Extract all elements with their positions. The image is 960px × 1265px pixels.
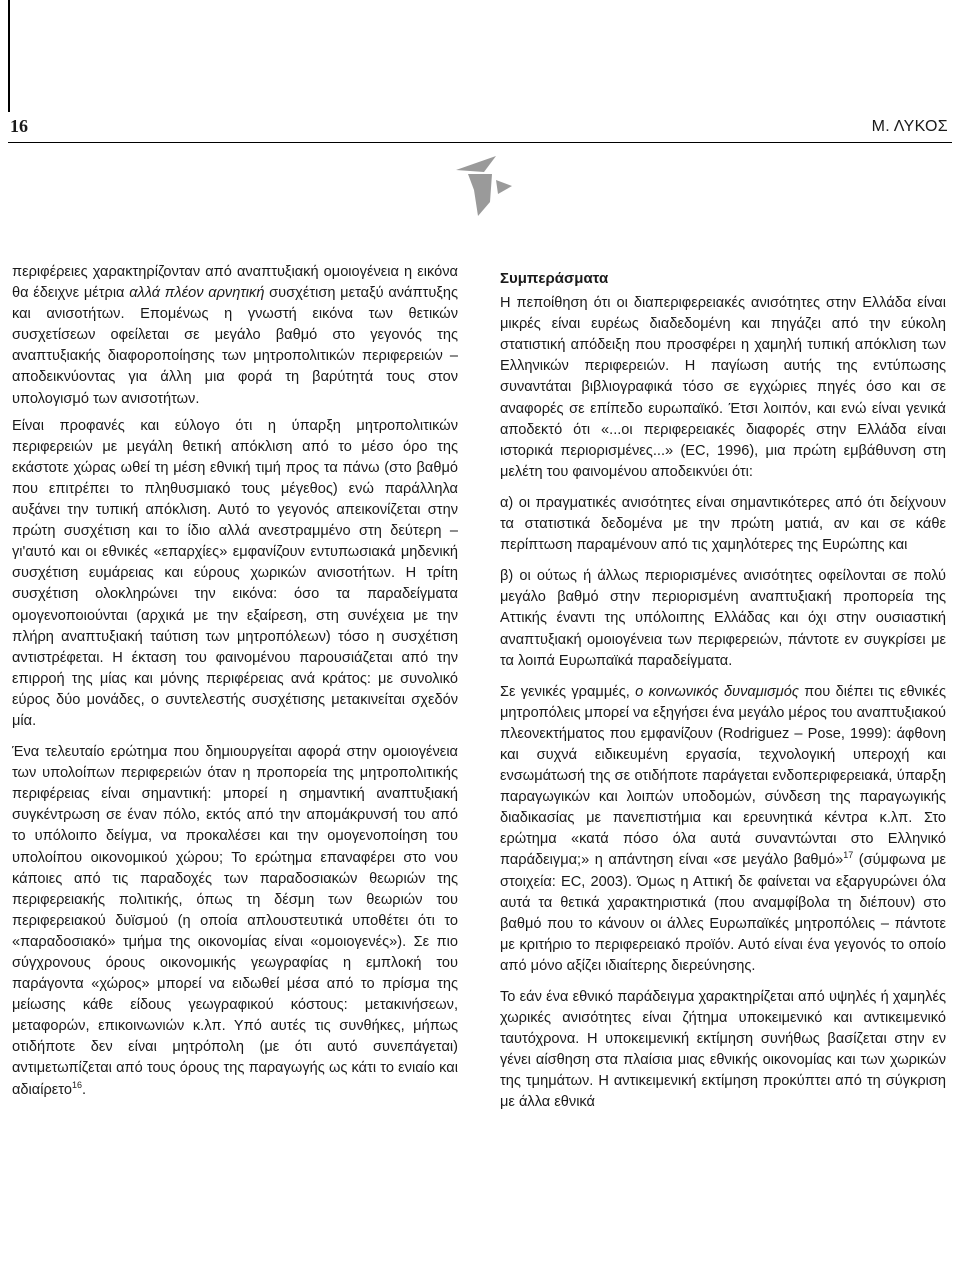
paragraph: Το εάν ένα εθνικό παράδειγμα χαρακτηρίζεται από υψηλές ή χαμηλές χωρικές ανισότητες είναι ζήτημα υποκειμενικό και αντικειμενικό ταυτόχρονα. Η υποκειμενική εκτίμηση συνήθως βασίζεται στην εν γένει αίσθηση στα πλαίσια μιας εθνικής οικονομίας και των χωρικών της τμημάτων. Η αντικειμενική εκτίμηση προκύπτει από τη σύγκριση με άλλα εθνικά xyxy=(500,989,946,1111)
paragraph: Είναι προφανές και εύλογο ότι η ύπαρξη μητροπολιτικών περιφερειών με μεγάλη θετική απόκλιση από το μέσο όρο της εκάστοτε χώρας ωθεί τη μέση εθνική τιμή προς τα πάνω (στο βαθμό που επιτρέπει το πληθυσμιακό τους μέγεθος) ενώ παράλληλα αυξάνει την τυπική απόκλιση. Αυτό το γεγονός απεικονίζεται στην πρώτη συσχέτιση και το ίδιο αλλά ανεστραμμένο στη δεύτερη – γι'αυτό και οι εθνικές «επαρχίες» εμφανίζουν εντυπωσιακά μηδενική συσχέτιση ευμάρειας και εύρους χωρικών ανισοτήτων. Η τρίτη συσχέτιση ολοκληρώνει την εικόνα: όσο τα παραδείγματα ομογενοποιούνται (αρχικά με την εξαίρεση, στη συνέχεια με την πλήρη αναπτυξιακή ταύτιση των μητροπόλεων) τόσο η συσχέτιση αντιστρέφεται. Η έκταση του φαινομένου παρουσιάζεται από την επιρροή της μίας και μόνης περιφέρειας ανά κράτος: με συνολικό εύρος δύο μονάδες, ο συντελεστής συσχέτισης μετακινείται σχεδόν μία. xyxy=(12,417,458,729)
paragraph xyxy=(500,682,946,977)
margin-rule xyxy=(8,0,10,112)
left-column xyxy=(12,262,458,1111)
footnote-ref-16[interactable]: 16 xyxy=(71,1079,82,1090)
journal-emblem-icon xyxy=(448,150,518,220)
running-head-author: Μ. ΛΥΚΟΣ xyxy=(871,118,948,135)
paragraph: α) οι πραγματικές ανισότητες είναι σημαντικότερες από ότι δείχνουν τα στατιστικά δεδομένα με την πρώτη ματιά, αν και σε κάθε περίπτωση παραμένουν από τις χαμηλότερες της Ευρώπης και xyxy=(500,494,946,554)
section-heading-conclusions: Συμπεράσματα xyxy=(500,270,609,287)
paragraph xyxy=(12,262,458,410)
emphasis: ο κοινωνικός δυναμισμός xyxy=(635,683,799,700)
text-run: συσχέτιση μεταξύ ανάπτυξης και ανισοτήτων. Επομένως η γνωστή εικόνα των θετικών συσχετίσεων οφείλεται σε μεγάλο βαθμό στο γεγονός της αναπτυξιακής διαφοροποίησης των μητροπολιτικών περιφερειών – αποδεικνύοντας για άλλη μια φορά τη βαρύτητά τους στον υπολογισμό των ανισοτήτων. xyxy=(12,285,458,407)
paragraph: Η πεποίθηση ότι οι διαπεριφερειακές ανισότητες στην Ελλάδα είναι μικρές είναι ευρέως διαδεδομένη και πηγάζει από την εύκολη στατιστική απόδειξη που προσφέρει η χαμηλή τυπική απόκλιση των Ελληνικών περιφερειών. Η παγίωση αυτής της εντύπωσης συναντάται βιβλιογραφικά τόσο σε εγχώριες πηγές όσο και σε αναφορές σε επίπεδο ευρωπαϊκό. Έτσι λοιπόν, και ενώ είναι γενικά αποδεκτό ότι «...οι περιφερειακές διαφορές στην Ελλάδα είναι ιστορικά περιορισμένες...» (EC, 1996), μια πρώτη εμβάθυνση στη μελέτη του φαινομένου αποδεικνύει ότι: xyxy=(500,295,946,480)
right-column xyxy=(500,262,946,1124)
emphasis: αλλά πλέον αρνητική xyxy=(129,285,265,302)
text-run: . xyxy=(81,1081,87,1098)
header-rule xyxy=(8,142,952,143)
text-run: που διέπει τις εθνικές μητροπόλεις μπορεί να εξηγήσει ένα μεγάλο μέρος του αναπτυξιακού πλεονεκτήματος που εμφανίζουν (Rodriguez – Pose, 1999): άφθονη και συχνά ειδικευμένη εργασία, τεχνολογική υπεροχή και ενσωμάτωσή της σε οτιδήποτε παράγεται ενδοπεριφερειακά, ύπαρξη παραγωγικών και λοιπών υποδομών, σύνδεση της παραγωγικής διαδικασίας με πανεπιστήμια και ερευνητικά κέντρα κ.λπ. Στο ερώτημα «κατά πόσο όλα αυτά συναντώνται στο Ελληνικό παράδειγμα;» η απάντηση είναι «σε μεγάλο βαθμό» xyxy=(500,683,946,869)
text-run: Ένα τελευταίο ερώτημα που δημιουργείται αφορά στην ομοιογένεια των υπολοίπων περιφερειών όταν η προπορεία της μητροπολιτικής περιφέρειας είναι σημαντική: μπορεί η σημαντική αναπτυξιακή συγκέντρωση σε έναν πόλο, εκτός από την απομάκρυνσή του από το υπόλοιπο δείγμα, να προκαλέσει και την ομογενοποίηση του υπολοίπου οικονομικού χώρου; Το ερώτημα επαναφέρει στο νου κάποιες από τις παραδοχές των παραδοσιακών θεωριών της περιφερειακής πολιτικής, όπως τη δέσμη των θεωριών του περιφερειακού δυϊσμού (η οποία απλουστευτικά υποθέτει ότι το «παραδοσιακό» τμήμα της οικονομίας είναι «ομοιογενές»). Σε πιο σύγχρονους όρους οικονομικής γεωγραφίας η εμπλοκή του παράγοντα «χώρος» μπορεί να ειδωθεί μέσα από το πρίσμα της μείωσης κάθε είδους γεωγραφικού κόστους: μετακινήσεων, μεταφορών, επικοινωνιών κ.λπ. Υπό αυτές τις συνθήκες, μήπως οτιδήποτε δεν είναι μητρόπολη (με ότι αυτό συνεπάγεται) αντιμετωπίζεται από τους όρους της παραγωγής ως κάτι το ενιαίο και αδιαίρετο xyxy=(12,744,458,1098)
paragraph: β) οι ούτως ή άλλως περιορισμένες ανισότητες οφείλονται σε πολύ μεγάλο βαθμό στην περιορισμένη αναπτυξιακή προπορεία της Αττικής έναντι της υπόλοιπης Ελλάδας και όχι στην ουσιαστική αναπτυξιακή ομοιογένεια των περιφερειών, πάντοτε εν συγκρίσει με τα λοιπά Ευρωπαϊκά παραδείγματα. xyxy=(500,568,946,669)
footnote-ref-17[interactable]: 17 xyxy=(843,850,854,861)
text-run: περιφέρειες χαρακτηρίζονταν από αναπτυξιακή ομοιογένεια η εικόνα θα έδειχνε μέτρια xyxy=(12,264,458,302)
paragraph xyxy=(12,742,458,1101)
page-number: 16 xyxy=(10,116,28,136)
text-run: Σε γενικές γραμμές, xyxy=(500,683,636,700)
text-run: (σύμφωνα με στοιχεία: EC, 2003). Όμως η Αττική δε φαίνεται να εξαργυρώνει όλα αυτά τα θετικά χαρακτηριστικά (που αναμφίβολα τη διέπουν) στο βαθμό που το κάνουν οι άλλες Ευρωπαϊκές μητροπόλεις – πάντοτε με κριτήριο το περιφερειακό προϊόν. Αυτό είναι ένα γεγονός το οποίο από μόνο αξίζει ιδιαίτερης διερεύνησης. xyxy=(500,852,946,974)
